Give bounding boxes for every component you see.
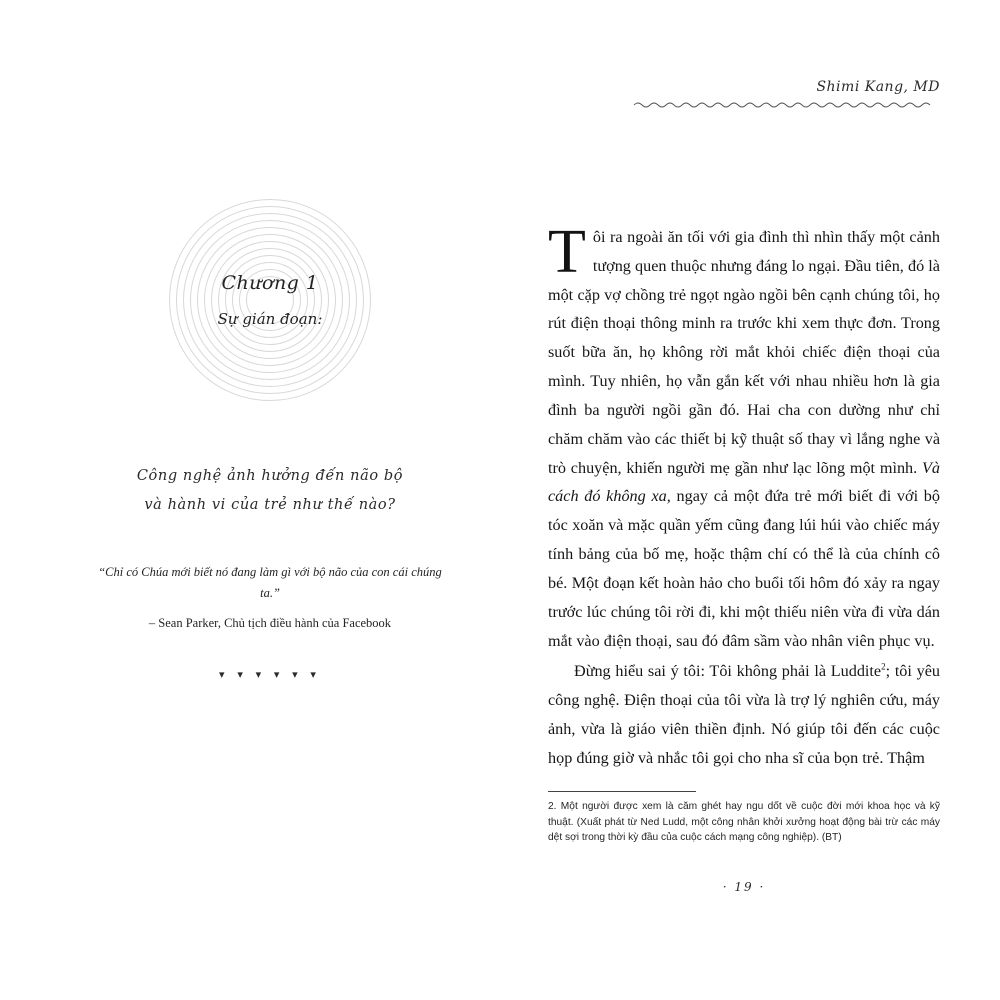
- paragraph-1-italic: Và cách đó không xa,: [548, 458, 940, 506]
- paragraph-2-tail: ; tôi yêu công nghệ. Điện thoại của tôi vừa là trợ lý nghiên cứu, máy ảnh, vừa là giáo viên thiền định. Nó giúp tôi đến các cuộc họp đúng giờ và nhắc tôi gọi cho nha sĩ của bọn trẻ. Thậm: [548, 662, 940, 767]
- page-number: · 19 ·: [722, 880, 766, 895]
- chapter-title: [60, 462, 480, 520]
- paragraph-1: [548, 218, 940, 655]
- footnote-marker: 2: [881, 662, 886, 673]
- wave-divider-icon: [548, 100, 940, 110]
- body-column: [548, 218, 940, 773]
- epigraph-quote: “Chỉ có Chúa mới biết nó đang làm gì với bộ não của con cái chúng ta.”: [98, 565, 442, 600]
- paragraph-1-tail: ngay cả một đứa trẻ mới biết đi với bộ tóc xoăn và mặc quần yếm cũng đang lúi húi vào chiếc máy tính bảng của bố mẹ, hoặc thậm chí có thể là của chính cô bé. Một đoạn kết hoàn hảo cho buổi tối hôm đó xảy ra ngay trước lúc chúng tôi rời đi, khi một thiếu niên vừa đi vừa dán mắt vào điện thoại, sau đó đâm sầm vào nhân viên phục vụ.: [548, 487, 940, 650]
- chapter-title-line-1: Công nghệ ảnh hưởng đến não bộ: [136, 468, 404, 484]
- drop-cap: T: [548, 218, 586, 286]
- chapter-title-line-2: và hành vi của trẻ như thế nào?: [144, 497, 396, 513]
- ornament-dots: ▾ ▾ ▾ ▾ ▾ ▾: [219, 668, 321, 681]
- running-head: [548, 78, 940, 115]
- body-text-page: [548, 78, 940, 894]
- epigraph-attribution: – Sean Parker, Chủ tịch điều hành của Facebook: [148, 616, 392, 631]
- chapter-opener-page: [60, 200, 480, 681]
- chapter-number: Chương 1: [221, 272, 319, 294]
- paragraph-1-text: ôi ra ngoài ăn tối với gia đình thì nhìn thấy một cảnh tượng quen thuộc nhưng đáng lo ngại. Đầu tiên, đó là một cặp vợ chồng trẻ ngọt ngào ngồi bên cạnh chúng tôi, họ rút điện thoại thông minh ra trước khi xem thực đơn. Trong suốt bữa ăn, họ không rời mắt khỏi chiếc điện thoại của mình. Tuy nhiên, họ vẫn gắn kết với nhau nhiều hơn là gia đình ba người ngồi gần đó. Hai cha con dường như chỉ chăm chăm vào các thiết bị kỹ thuật số thay vì lắng nghe và trò chuyện, khiến người mẹ gần như lạc lõng một mình.: [548, 228, 940, 477]
- paragraph-2-head: Đừng hiểu sai ý tôi: Tôi không phải là Luddite: [574, 662, 882, 681]
- chapter-subtitle: Sự gián đoạn:: [217, 310, 323, 328]
- running-head-author: Shimi Kang, MD: [816, 79, 940, 95]
- paragraph-2: [548, 657, 940, 772]
- epigraph-block: [60, 562, 480, 634]
- concentric-rings-ornament: [170, 200, 370, 400]
- footnote-divider: [548, 791, 696, 792]
- footnote-text: 2. Một người được xem là căm ghét hay ngu dốt về cuộc đời mới khoa học và kỹ thuật. (Xuất phát từ Ned Ludd, một công nhân khởi xưởng hoạt động bài trừ các máy dệt sợi trong thời kỳ đầu của cuộc cách mạng công nghiệp). (BT): [548, 800, 940, 844]
